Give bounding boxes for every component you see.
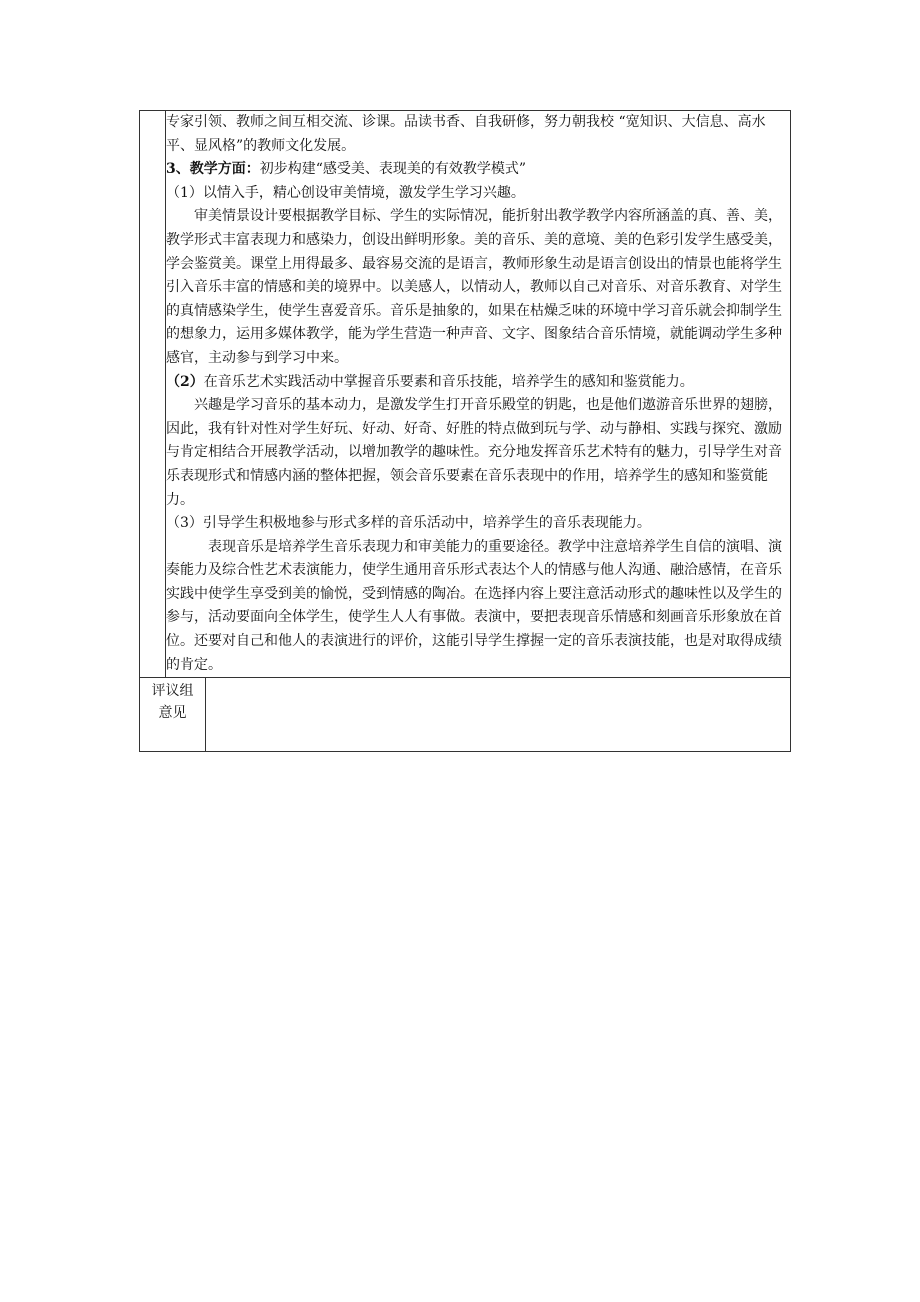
item-1-title: （1）以情入手，精心创设审美情境，激发学生学习兴趣。 [166, 184, 525, 201]
evaluation-label-line1: 评议组 [151, 683, 194, 700]
item-3-title: （3）引导学生积极地参与形式多样的音乐活动中，培养学生的音乐表现能力。 [166, 515, 651, 532]
section-3-title: 3、教学方面： [166, 161, 260, 178]
evaluation-label-cell [140, 678, 206, 752]
evaluation-row [140, 678, 791, 752]
item-2-number: （2） [166, 373, 204, 390]
left-blank-cell [140, 111, 166, 678]
document-table [139, 110, 791, 752]
evaluation-value-cell[interactable] [206, 678, 791, 752]
item-2-heading [166, 371, 790, 395]
item-2-body: 兴趣是学习音乐的基本动力，是激发学生打开音乐殿堂的钥匙，也是他们遨游音乐世界的翅膀，因此，我有针对性对学生好玩、好动、好奇、好胜的特点做到玩与学、动与静相、实践与探究、激励与肯定相结合开展教学活动，以增加教学的趣味性。充分地发挥音乐艺术特有的魅力，引导学生对音乐表现形式和情感内涵的整体把握，领会音乐要素在音乐表现中的作用，培养学生的感知和鉴赏能力。 [166, 397, 782, 508]
item-1-body: 审美情景设计要根据教学目标、学生的实际情况，能折射出教学教学内容所涵盖的真、善、美，教学形式丰富表现力和感染力，创设出鲜明形象。美的音乐、美的意境、美的色彩引发学生感受美，学会鉴赏美。课堂上用得最多、最容易交流的是语言，教师形象生动是语言创设出的情景也能将学生引入音乐丰富的情感和美的境界中。以美感人，以情动人，教师以自己对音乐、对音乐教育、对学生的真情感染学生，使学生喜爱音乐。音乐是抽象的，如果在枯燥乏味的环境中学习音乐就会抑制学生的想象力，运用多媒体教学，能为学生营造一种声音、文字、图象结合音乐情境，就能调动学生多种感官，主动参与到学习中来。 [166, 208, 782, 366]
section-3-heading [166, 158, 790, 182]
intro-paragraph: 专家引领、教师之间互相交流、诊课。品读书香、自我研修，努力朝我校 “宽知识、大信息、高水平、显风格”的教师文化发展。 [166, 114, 766, 154]
item-3-body: 表现音乐是培养学生音乐表现力和审美能力的重要途径。教学中注意培养学生自信的演唱、演奏能力及综合性艺术表演能力，使学生通用音乐形式表达个人的情感与他人沟通、融洽感情，在音乐实践中使学生享受到美的愉悦，受到情感的陶冶。在选择内容上要注意活动形式的趣味性以及学生的参与，活动要面向全体学生，使学生人人有事做。表演中，要把表现音乐情感和刻画音乐形象放在首位。还要对自己和他人的表演进行的评价，这能引导学生撑握一定的音乐表演技能，也是对取得成绩的肯定。 [166, 538, 782, 673]
evaluation-label-line2: 意见 [158, 705, 187, 722]
section-3-subtitle: 初步构建“感受美、表现美的有效教学模式” [259, 161, 527, 178]
item-2-title: 在音乐艺术实践活动中掌握音乐要素和音乐技能，培养学生的感知和鉴赏能力。 [203, 373, 694, 390]
content-cell [166, 111, 791, 678]
content-row [140, 111, 791, 678]
